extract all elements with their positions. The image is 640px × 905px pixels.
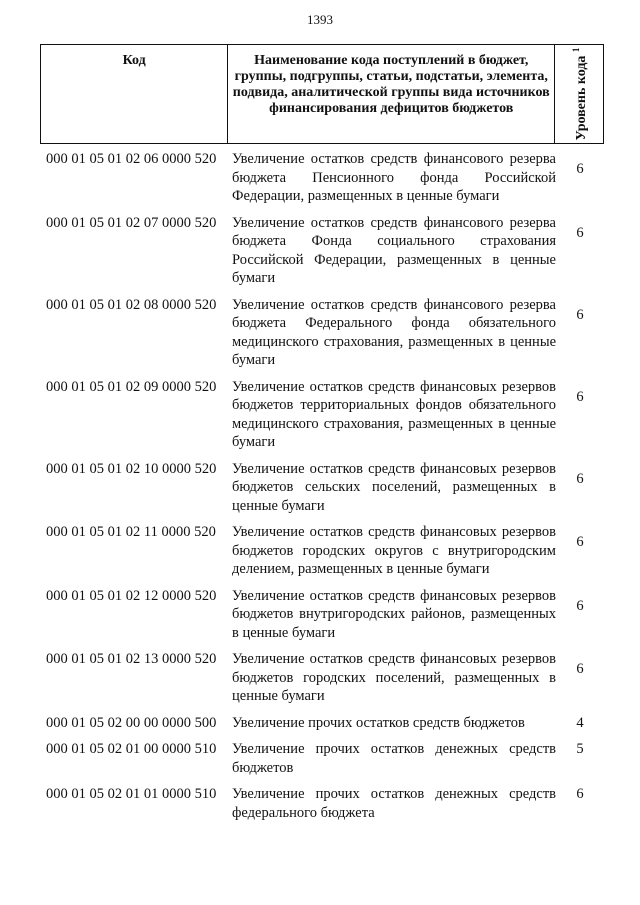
row-level: 4 — [576, 714, 584, 731]
row-level: 6 — [576, 470, 584, 487]
row-level: 6 — [576, 161, 584, 177]
row-level: 6 — [576, 534, 584, 550]
header-level — [555, 45, 603, 143]
table-header — [40, 44, 604, 144]
table-row — [40, 587, 604, 643]
row-name: Увеличение остатков средств финансовых резервов бюджетов сельских поселений, размещенных в ценные бумаги — [232, 460, 556, 514]
table-row — [40, 296, 604, 370]
header-code: Код — [41, 45, 228, 143]
codes-table — [40, 44, 604, 830]
row-name: Увеличение остатков средств финансовых резервов бюджетов городских округов с внутригородским делением, размещенных в ценные бумаги — [232, 524, 556, 577]
row-code: 000 01 05 02 01 01 0000 510 — [46, 786, 217, 802]
row-code: 000 01 05 01 02 06 0000 520 — [46, 151, 217, 167]
row-name: Увеличение остатков средств финансовых резервов бюджетов внутригородских районов, размещенных в ценные бумаги — [232, 587, 556, 641]
row-name: Увеличение прочих остатков средств бюджетов — [232, 714, 525, 731]
row-name: Увеличение остатков средств финансовых резервов бюджетов городских поселений, размещенных в ценные бумаги — [232, 651, 556, 704]
row-name: Увеличение остатков средств финансового резерва бюджета Пенсионного фонда Российской Федерации, размещенных в ценные бумаги — [232, 151, 556, 204]
row-level: 6 — [576, 661, 584, 677]
page-number: 1393 — [307, 12, 333, 27]
table-row — [40, 523, 604, 579]
row-code: 000 01 05 01 02 13 0000 520 — [46, 651, 217, 667]
row-level: 6 — [576, 786, 584, 802]
row-level: 6 — [576, 388, 584, 405]
header-level-footnote: 1 — [571, 47, 582, 53]
row-code: 000 01 05 01 02 12 0000 520 — [46, 587, 217, 604]
row-level: 6 — [576, 224, 584, 241]
table-row — [40, 150, 604, 206]
header-level-label: Уровень кода — [573, 55, 589, 141]
table-row — [40, 214, 604, 288]
row-name: Увеличение остатков средств финансового резерва бюджета Фонда социального страхования Российской Федерации, размещенных в ценные бумаги — [232, 214, 556, 286]
row-name: Увеличение остатков средств финансовых резервов бюджетов территориальных фондов обязательного медицинского страхования, размещенных в ценные бумаги — [232, 378, 556, 450]
header-name: Наименование кода поступлений в бюджет, группы, подгруппы, статьи, подстатьи, элемента, подвида, аналитической группы вида источников финансирования дефицитов бюджетов — [228, 45, 555, 143]
table-row — [40, 378, 604, 452]
row-level: 6 — [576, 597, 584, 614]
table-row — [40, 785, 604, 822]
row-name: Увеличение остатков средств финансового резерва бюджета Федерального фонда обязательного медицинского страхования, размещенных в ценные бумаги — [232, 296, 556, 368]
table-row — [40, 460, 604, 516]
row-name: Увеличение прочих остатков денежных средств федерального бюджета — [232, 786, 556, 821]
row-code: 000 01 05 01 02 10 0000 520 — [46, 460, 217, 477]
row-name: Увеличение прочих остатков денежных средств бюджетов — [232, 741, 556, 776]
row-code: 000 01 05 02 00 00 0000 500 — [46, 714, 217, 731]
row-code: 000 01 05 01 02 08 0000 520 — [46, 296, 217, 313]
row-code: 000 01 05 01 02 11 0000 520 — [46, 524, 216, 540]
table-body — [40, 150, 604, 822]
row-level: 6 — [576, 306, 584, 323]
row-level: 5 — [576, 741, 584, 757]
row-code: 000 01 05 02 01 00 0000 510 — [46, 741, 217, 757]
row-code: 000 01 05 01 02 07 0000 520 — [46, 214, 217, 231]
header-level-text — [569, 48, 589, 141]
table-row — [40, 650, 604, 706]
table-row — [40, 740, 604, 777]
row-code: 000 01 05 01 02 09 0000 520 — [46, 378, 217, 395]
table-row — [40, 714, 604, 733]
